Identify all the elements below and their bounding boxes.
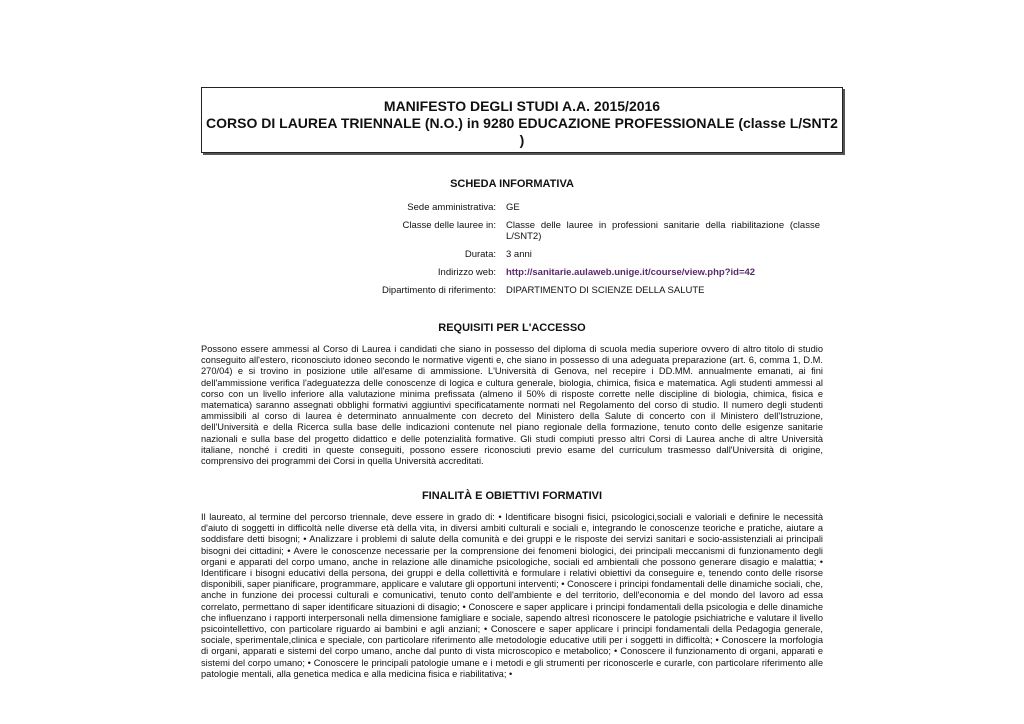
info-label: Sede amministrativa: [407, 202, 496, 213]
finalita-heading: FINALITÀ E OBIETTIVI FORMATIVI [421, 490, 603, 502]
info-table [340, 202, 820, 303]
info-value: Classe delle lauree in professioni sanitarie della riabilitazione (classe L/SNT2) [506, 220, 820, 242]
scheda-heading: SCHEDA INFORMATIVA [450, 178, 574, 190]
info-row-web [340, 267, 820, 278]
info-label: Classe delle lauree in: [402, 220, 496, 231]
title-line-3: ) [519, 132, 525, 148]
info-value: DIPARTIMENTO DI SCIENZE DELLA SALUTE [506, 285, 705, 296]
info-row-durata [340, 249, 820, 260]
requisiti-heading: REQUISITI PER L'ACCESSO [438, 322, 586, 334]
info-row-sede [340, 202, 820, 213]
requisiti-paragraph: Possono essere ammessi al Corso di Laurea i candidati che siano in possesso del diploma di scuola media superiore ovvero di altro titolo di studio conseguito all'estero, riconosciuto idoneo secondo le normative vigenti e, che siano in possesso di una adeguata preparazione (art. 6, comma 1, D.M. 270/04) e si trovino in posizione utile all'esame di ammissione. L'Università di Genova, nel recepire i DD.MM. annualmente emanati, ai fini dell'ammissione verifica l'adeguatezza delle conoscenze di logica e cultura generale, biologia, chimica, fisica e matematica. Agli studenti ammessi al corso con un livello inferiore alla valutazione minima prefissata (almeno il 50% di risposte corrette nelle discipline di biologia, chimica, fisica e matematica) saranno assegnati obblighi formativi aggiuntivi specificatamente normati nel Regolamento del corso di studio. Il numero degli studenti ammissibili al corso di laurea è determinato annualmente con decreto del Ministero della Salute di concerto con il Ministero dell'Istruzione, dell'Università e della Ricerca sulla base delle indicazioni contenute nel piano regionale della formazione, tenuto conto delle esigenze sanitarie nazionali e sulla base del progetto didattico e delle potenzialità formative. Gli studi compiuti presso altri Corsi di Laurea anche di altre Università italiane, nonché i crediti in queste conseguiti, possono essere riconosciuti previo esame del curriculum trasmesso dall'Università di origine, comprensivo dei programmi dei Corsi in quella Università accreditati. [201, 344, 823, 467]
info-label: Indirizzo web: [437, 267, 496, 278]
info-row-dipartimento [340, 285, 820, 296]
title-line-2: CORSO DI LAUREA TRIENNALE (N.O.) in 9280 EDUCAZIONE PROFESSIONALE (classe L/SNT2 [206, 115, 838, 131]
info-value: GE [506, 202, 520, 213]
document-title-box [201, 87, 843, 153]
info-label: Dipartimento di riferimento: [381, 285, 496, 296]
finalita-paragraph: Il laureato, al termine del percorso triennale, deve essere in grado di: • Identificare bisogni fisici, psicologici,sociali e valoriali e definire le necessità d'aiuto di soggetti in difficoltà nelle diverse età della vita, in diversi ambiti culturali e sociali e, integrando le conoscenze teoriche e pratiche, aiutare a soddisfare detti bisogni; • Analizzare i problemi di salute della comunità e dei gruppi e le risposte dei servizi sanitari e socio-assistenziali ai principali bisogni dei cittadini; • Avere le conoscenze necessarie per la comprensione dei fenomeni biologici, dei principali meccanismi di funzionamento degli organi e apparati del corpo umano, anche in relazione alle dinamiche psicologiche, sociali ed ambientali che possono generare disagio e malattia; • Identificare i bisogni educativi della persona, dei gruppi e della collettività e formulare i relativi obiettivi da conseguire e, tenendo conto delle risorse disponibili, saper pianificare, programmare, applicare e valutare gli opportuni interventi; • Conoscere i principi fondamentali delle dinamiche sociali, che, anche in funzione dei processi culturali e comunicativi, tenuto conto dell'ambiente e del territorio, dell'economia e del mondo del lavoro ad essa correlato, permettano di saper identificare situazioni di disagio; • Conoscere e saper applicare i principi fondamentali della psicologia e delle dinamiche che influenzano i rapporti interpersonali nella dimensione famigliare e sociale, sapendo altresì riconoscere le patologie psichiatriche e valutare il livello psicointellettivo, con particolare riguardo ai bambini e agli anziani; • Conoscere e saper applicare i principi fondamentali della Pedagogia generale, sociale, sperimentale,clinica e speciale, con particolare riferimento alle metodologie educative utili per i soggetti in difficoltà; • Conoscere la morfologia di organi, apparati e sistemi del corpo umano, anche dal punto di vista microscopico e metabolico; • Conoscere il funzionamento di organi, apparati e sistemi del corpo umano; • Conoscere le principali patologie umane e i metodi e gli strumenti per riconoscerle e curarle, con particolare riferimento alle patologie mentali, alla genetica medica e alla medicina fisica e riabilitativa; • [201, 512, 823, 679]
title-line-1: MANIFESTO DEGLI STUDI A.A. 2015/2016 [383, 98, 661, 114]
info-label: Durata: [464, 249, 496, 260]
info-value [506, 267, 820, 278]
course-web-link[interactable]: http://sanitarie.aulaweb.unige.it/course/view.php?id=42 [506, 267, 756, 278]
info-row-classe [340, 220, 820, 242]
info-value: 3 anni [506, 249, 532, 260]
